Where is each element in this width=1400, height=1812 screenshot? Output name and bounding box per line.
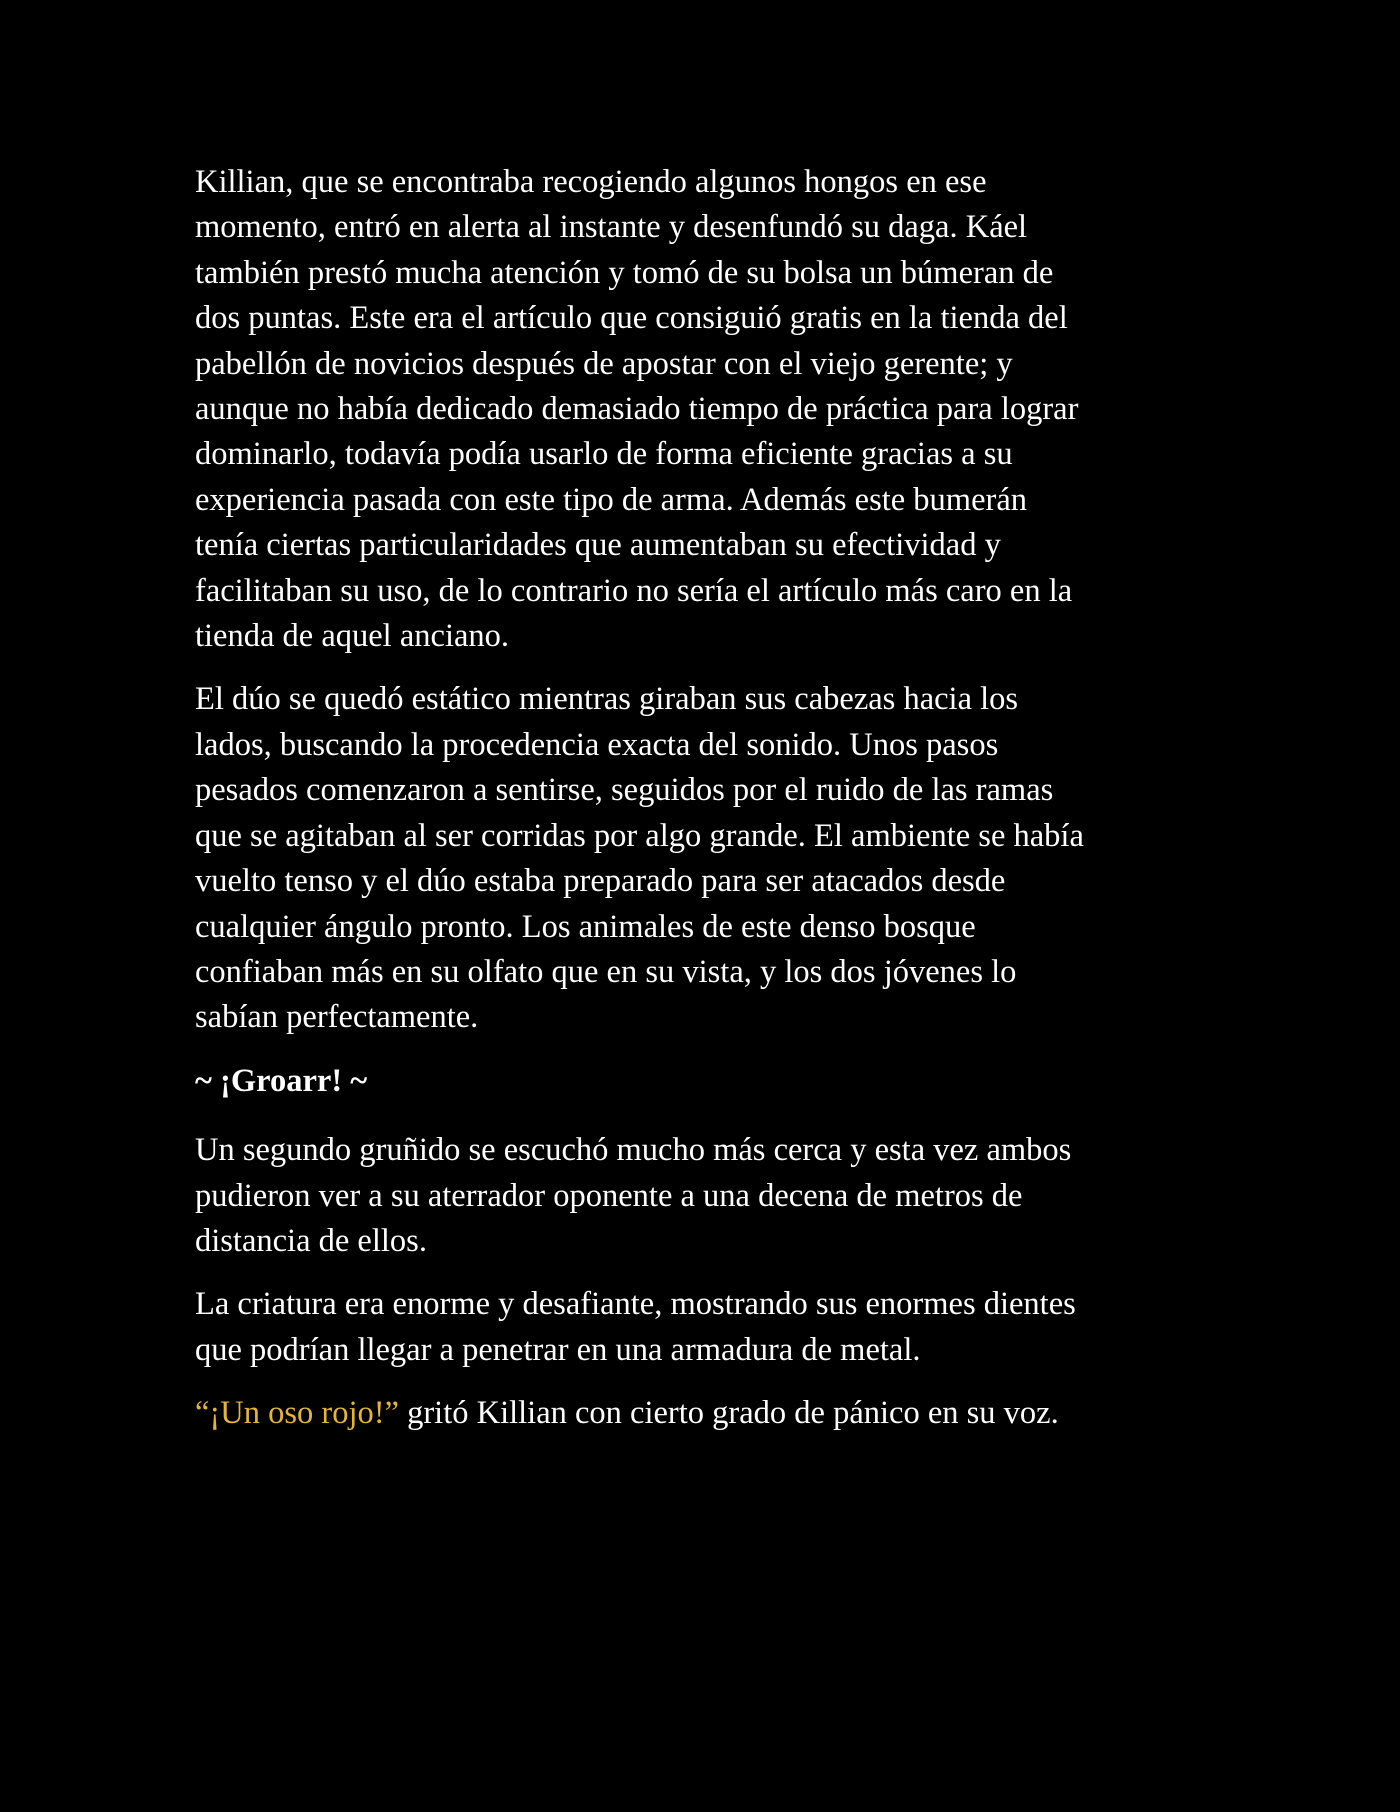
paragraph-2 <box>195 677 1205 1040</box>
paragraph-5 <box>195 1391 1205 1436</box>
text-line: tenía ciertas particularidades que aumentaban su efectividad y <box>195 527 1001 564</box>
text-line: El dúo se quedó estático mientras giraban sus cabezas hacia los <box>195 681 1019 718</box>
text-line: pesados comenzaron a sentirse, seguidos por el ruido de las ramas <box>195 772 1054 809</box>
paragraph-3 <box>195 1128 1205 1264</box>
text-line: facilitaban su uso, de lo contrario no sería el artículo más caro en la <box>195 572 1073 609</box>
paragraph-1 <box>195 160 1205 659</box>
text-line: dos puntas. Este era el artículo que consiguió gratis en la tienda del <box>195 300 1068 337</box>
dialogue-line <box>195 1391 1205 1436</box>
text-line: cualquier ángulo pronto. Los animales de este denso bosque <box>195 908 976 945</box>
text-line: experiencia pasada con este tipo de arma. Además este bumerán <box>195 481 1028 518</box>
text-line: Un segundo gruñido se escuchó mucho más cerca y esta vez ambos <box>195 1132 1072 1169</box>
text-line: que se agitaban al ser corridas por algo grande. El ambiente se había <box>195 817 1084 854</box>
story-text <box>195 160 1205 1455</box>
text-line: que podrían llegar a penetrar en una armadura de metal. <box>195 1331 921 1368</box>
text-line: tienda de aquel anciano. <box>195 618 510 655</box>
text-line: pudieron ver a su aterrador oponente a una decena de metros de <box>195 1177 1023 1214</box>
text-line: también prestó mucha atención y tomó de su bolsa un búmeran de <box>195 254 1054 291</box>
dialogue-speech: “¡Un oso rojo!” <box>195 1395 399 1432</box>
text-line: Killian, que se encontraba recogiendo algunos hongos en ese <box>195 164 987 200</box>
paragraph-4 <box>195 1282 1205 1373</box>
text-line: aunque no había dedicado demasiado tiempo de práctica para lograr <box>195 391 1079 428</box>
text-line: La criatura era enorme y desafiante, mostrando sus enormes dientes <box>195 1286 1076 1323</box>
text-line: confiaban más en su olfato que en su vista, y los dos jóvenes lo <box>195 953 1017 990</box>
text-line: pabellón de novicios después de apostar con el viejo gerente; y <box>195 345 1013 382</box>
text-line: sabían perfectamente. <box>195 999 479 1036</box>
dialogue-narration: gritó Killian con cierto grado de pánico en su voz. <box>398 1395 1059 1432</box>
sound-effect: ~ ¡Groarr! ~ <box>195 1062 368 1099</box>
text-line: momento, entró en alerta al instante y desenfundó su daga. Káel <box>195 209 1028 246</box>
text-line: distancia de ellos. <box>195 1222 427 1259</box>
text-line: vuelto tenso y el dúo estaba preparado para ser atacados desde <box>195 863 1006 900</box>
text-line: dominarlo, todavía podía usarlo de forma eficiente gracias a su <box>195 436 1013 473</box>
text-line: lados, buscando la procedencia exacta del sonido. Unos pasos <box>195 726 999 763</box>
